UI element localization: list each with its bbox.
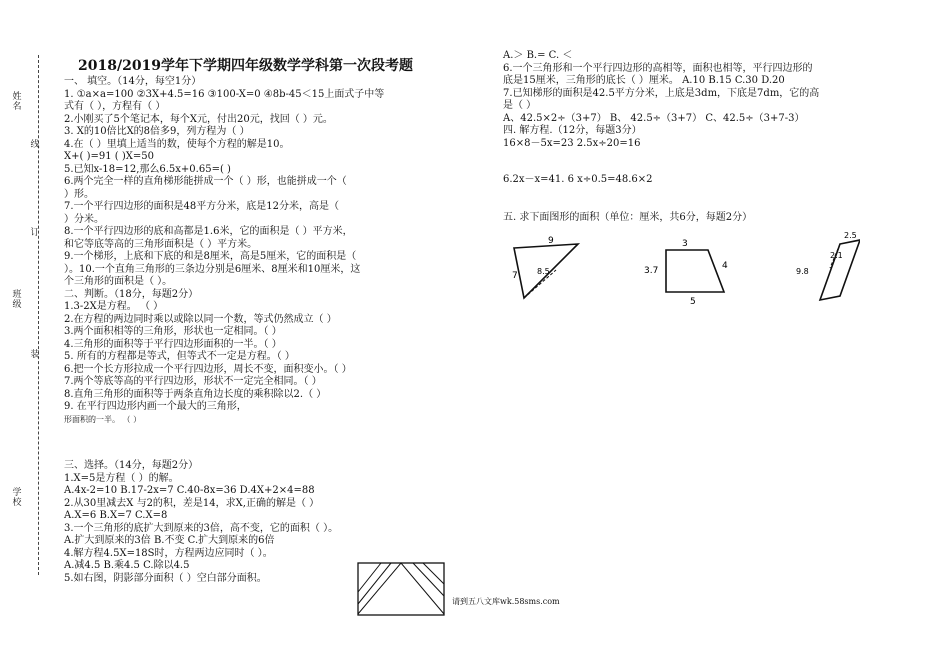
text-line: 6.两个完全一样的直角梯形能拼成一个（ ）形，也能拼成一个（ xyxy=(64,176,347,187)
q9-small-text-2: 形面积的一半。 （ ） xyxy=(64,414,142,424)
text-line: 4.三角形的面积等于平行四边形面积的一半。（ ） xyxy=(64,338,282,350)
para-height-label: 2.1 xyxy=(830,251,843,260)
text-line: 3. X的10倍比X的8倍多9，列方程为（ ） xyxy=(64,126,250,137)
left-column xyxy=(64,76,474,426)
text-line: ）分米。 xyxy=(64,213,104,225)
triangle-figure xyxy=(512,236,578,298)
parallelogram-figure xyxy=(796,231,860,300)
text-line: 7.一个平行四边形的面积是48平方分米，底是12分米，高是（ xyxy=(64,201,339,212)
text-line: 1.X=5是方程（ ）的解。 xyxy=(64,472,179,484)
text-line: 5.已知x-18=12,那么6.5x+0.65=( ) xyxy=(64,163,231,175)
text-line: 4.在（ ）里填上适当的数，使每个方程的解是10。 xyxy=(64,138,290,150)
text-line: ）。10.一个直角三角形的三条边分别是6厘米、8厘米和10厘米，这 xyxy=(64,263,361,275)
text-line: A、42.5×2÷（3+7） B、 42.5÷（3+7） C、42.5÷（3+7-3） xyxy=(503,112,805,124)
text-line: 二、判断。（18分，每题2分） xyxy=(64,288,199,300)
line-label: 线 xyxy=(30,140,40,150)
tri-height-label: 8.5 xyxy=(537,267,550,276)
text-line: 1. ①a×a=100 ②3X+4.5=16 ③100-X=0 ④8b-45＜15上面式子中等 xyxy=(64,88,385,100)
equation-row-2: 6.2x－x=41. 6 x÷0.5=48.6×2 xyxy=(503,174,653,185)
right-column xyxy=(503,50,923,150)
text-line: 2.从30里减去X 与2的积，差是14，求X,正确的解是（ ） xyxy=(64,497,320,509)
text-line: 8.直角三角形的面积等于两条直角边长度的乘积除以2.（ ） xyxy=(64,388,327,400)
tri-top-label: 9 xyxy=(548,236,554,246)
bind-label: 订 xyxy=(30,228,40,238)
text-line: A.减4.5 B.乘4.5 C.除以4.5 xyxy=(64,560,190,571)
trap-right-label: 4 xyxy=(722,261,728,271)
text-line: 3.一个三角形的底扩大到原来的3倍，高不变，它的面积（ ）。 xyxy=(64,522,339,534)
area-figures xyxy=(500,230,860,310)
para-left-label: 9.8 xyxy=(796,267,809,276)
text-line: 式有（ ），方程有（ ） xyxy=(64,101,166,112)
text-line: 2.小刚买了5个笔记本，每个X元，付出20元，找回（ ）元。 xyxy=(64,113,333,125)
text-line: 4.解方程4.5X=18S时，方程两边应同时（ ）。 xyxy=(64,547,273,559)
text-line: 3.两个面积相等的三角形，形状也一定相同。（ ） xyxy=(64,326,282,337)
school-label: 学校 xyxy=(12,488,22,508)
text-line: 7.两个等底等高的平行四边形，形状不一定完全相同。（ ） xyxy=(64,376,322,387)
name-label: 姓名 xyxy=(12,92,22,112)
text-line: 6.把一个长方形拉成一个平行四边形，周长不变，面积变小。（ ） xyxy=(64,363,352,375)
text-line: 2.在方程的两边同时乘以或除以同一个数，等式仍然成立（ ） xyxy=(64,313,337,325)
exam-title: 2018/2019学年下学期四年级数学学科第一次段考题 xyxy=(78,58,414,74)
trap-left-label: 3.7 xyxy=(644,266,659,276)
text-line: 和它等底等高的三角形面积是（ ）平方米。 xyxy=(64,238,258,250)
text-line: 三、选择。（14分，每题2分） xyxy=(64,460,199,471)
text-line: 9.一个梯形，上底和下底的和是8厘米，高是5厘米，它的面积是（ xyxy=(64,251,357,262)
tri-left-label: 7 xyxy=(512,271,518,281)
text-line: 6.一个三角形和一个平行四边形的高相等，面积也相等，平行四边形的 xyxy=(503,62,813,74)
class-label: 班级 xyxy=(12,290,22,310)
text-line: 9. 在平行四边形内画一个最大的三角形， xyxy=(64,401,247,412)
trap-bottom-label: 5 xyxy=(690,297,696,307)
text-line: X+( )=91 ( )X=50 xyxy=(64,151,154,162)
trapezoid-figure xyxy=(644,239,728,307)
text-line: 个三角形的面积是（ ）。 xyxy=(64,276,173,287)
text-line: A.＞ B.= C. ＜ xyxy=(503,50,573,61)
text-line: ）形。 xyxy=(64,188,94,200)
shaded-rectangle-figure xyxy=(357,562,445,618)
text-line: 一、 填空。（14分，每空1分） xyxy=(64,76,202,87)
text-line: A.扩大到原来的3倍 B.不变 C.扩大到原来的6倍 xyxy=(64,535,275,546)
text-line: 8.一个平行四边形的底和高都是1.6米，它的面积是（ ）平方米， xyxy=(64,226,353,237)
text-line: 5.如右图，阴影部分面积（ ）空白部分面积。 xyxy=(64,572,267,584)
text-line: 5. 所有的方程都是等式，但等式不一定是方程。（ ） xyxy=(64,351,295,362)
watermark: 请到五八文库wk.58sms.com xyxy=(452,597,560,606)
text-line: 7.已知梯形的面积是42.5平方分米，上底是3dm，下底是7dm，它的高 xyxy=(503,87,820,99)
trap-top-label: 3 xyxy=(682,239,688,249)
text-line: 1.3-2X是方程。 （ ） xyxy=(64,301,164,312)
text-line: 底是15厘米，三角形的底长（ ）厘米。 A.10 B.15 C.30 D.20 xyxy=(503,75,785,86)
binding-line xyxy=(38,55,39,575)
text-line: A.X=6 B.X=7 C.X=8 xyxy=(64,510,168,521)
text-line: 16×8－5x=23 2.5x÷20=16 xyxy=(503,137,641,149)
text-line: 是（ ） xyxy=(503,100,537,111)
text-line: 四. 解方程.（12分，每题3分） xyxy=(503,125,642,136)
section-five-heading: 五. 求下面图形的面积（单位：厘米，共6分，每题2分） xyxy=(503,212,753,223)
seal-label: 装 xyxy=(30,350,40,360)
para-top-label: 2.5 xyxy=(844,231,857,240)
text-line: A.4x-2=10 B.17-2x=7 C.40-8x=36 D.4X+2×4=88 xyxy=(64,485,315,496)
